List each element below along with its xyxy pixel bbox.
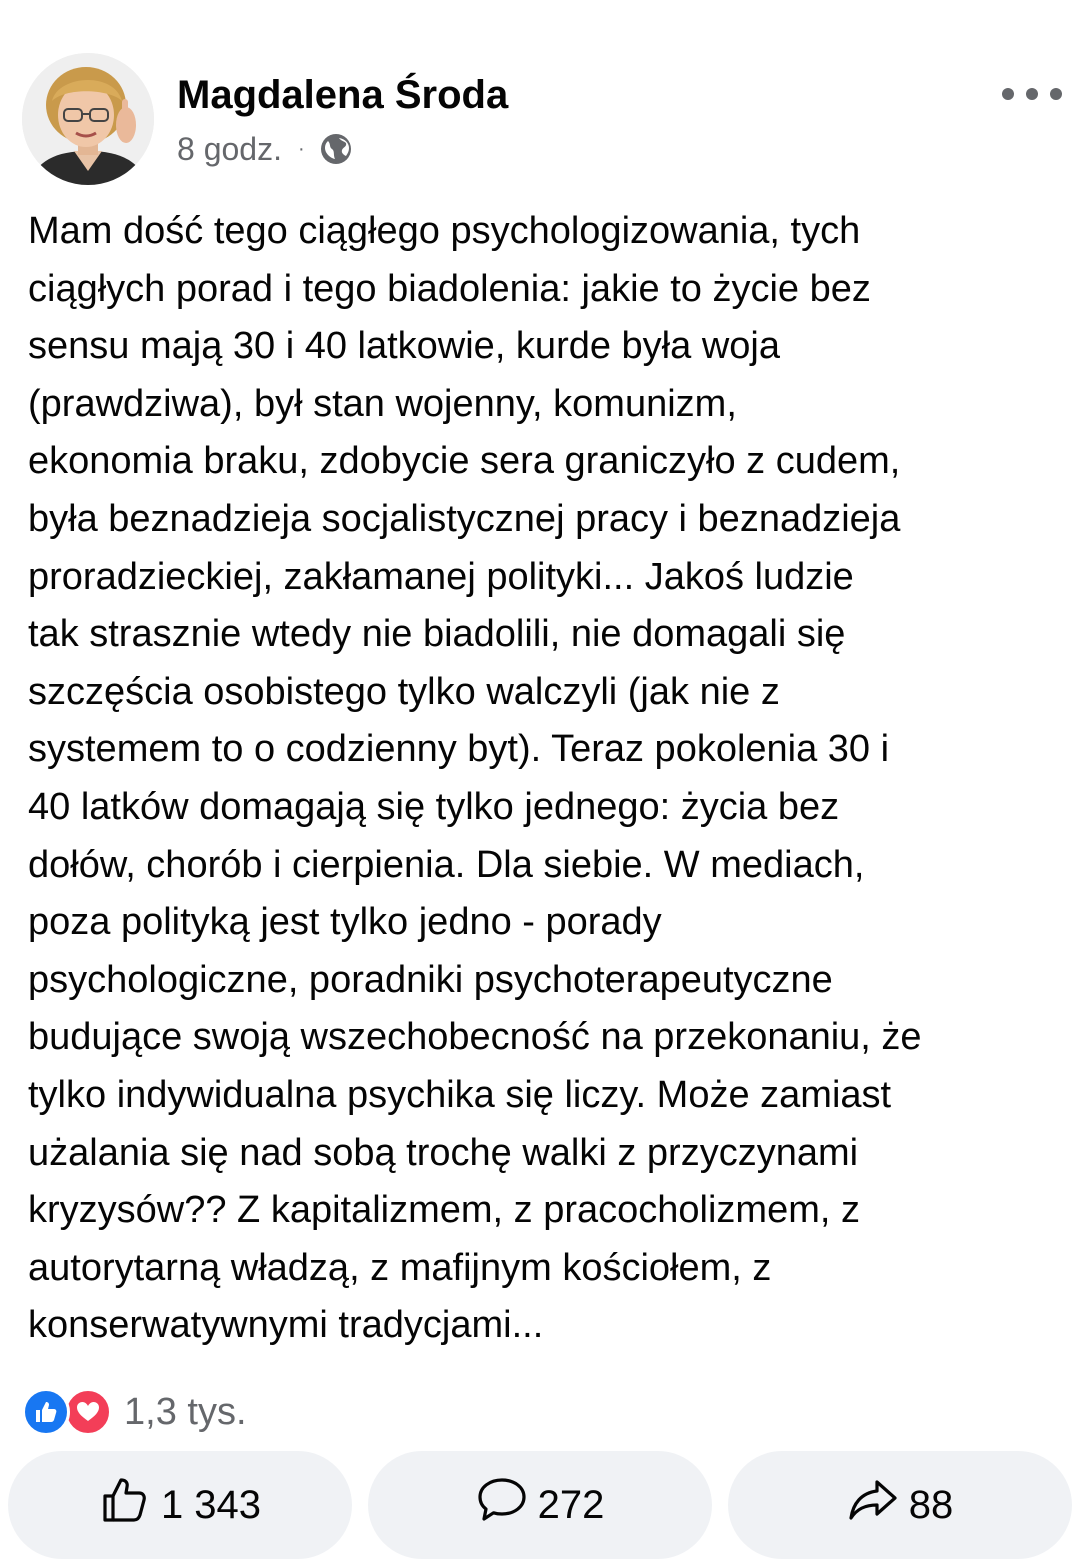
reaction-count: 1,3 tys.: [124, 1390, 247, 1433]
author-avatar[interactable]: [22, 53, 154, 185]
post-text: Mam dość tego ciągłego psychologizowania, tych ciągłych porad i tego biadolenia: jakie to życie bez sensu mają 30 i 40 latkowie, kurde była woja (prawdziwa), był stan wojenny, komunizm, ekonomia braku, zdobycie sera graniczyło z cudem, była beznadzieja socjalistycznej pracy i beznadzieja proradzieckiej, zakłamanej polityki... Jakoś ludzie tak strasznie wtedy nie biadolili, nie domagali się szczęścia osobistego tylko walczyli (jak nie z systemem to o codzienny byt). Teraz pokolenia 30 i 40 latków domagają się tylko jednego: życia bez dołów, chorób i cierpienia. Dla siebie. W mediach, poza polityką jest tylko jedno - porady psychologiczne, poradniki psychoterapeutyczne budujące swoją wszechobecność na przekonaniu, że tylko indywidualna psychika się liczy. Może zamiast użalania się nad sobą trochę walki z przyczynami kryzysów?? Z kapitalizmem, z pracocholizmem, z autorytarną władzą, z mafijnym kościołem, z konserwatywnymi tradycjami...: [28, 210, 922, 1347]
reaction-summary[interactable]: [22, 1386, 247, 1438]
like-count: 1 343: [160, 1482, 262, 1527]
meta-separator: ·: [297, 137, 305, 160]
more-dot-icon: [1002, 88, 1014, 100]
comment-count: 272: [537, 1482, 605, 1527]
love-reaction-icon: [64, 1388, 112, 1436]
comment-icon: [476, 1474, 528, 1536]
post-timestamp[interactable]: 8 godz.: [177, 130, 282, 167]
author-name[interactable]: Magdalena Środa: [177, 73, 509, 117]
globe-icon[interactable]: [319, 132, 353, 166]
comment-button[interactable]: [368, 1451, 712, 1559]
post-meta: [177, 129, 353, 169]
thumbs-up-icon: [99, 1474, 151, 1536]
more-dot-icon: [1026, 88, 1038, 100]
share-button[interactable]: [728, 1451, 1072, 1559]
avatar-portrait: [22, 53, 154, 185]
like-button[interactable]: [8, 1451, 352, 1559]
like-reaction-icon: [22, 1388, 70, 1436]
share-arrow-icon: [847, 1474, 899, 1536]
more-dot-icon: [1050, 88, 1062, 100]
more-options-button[interactable]: [1002, 80, 1062, 108]
share-count: 88: [908, 1482, 954, 1527]
